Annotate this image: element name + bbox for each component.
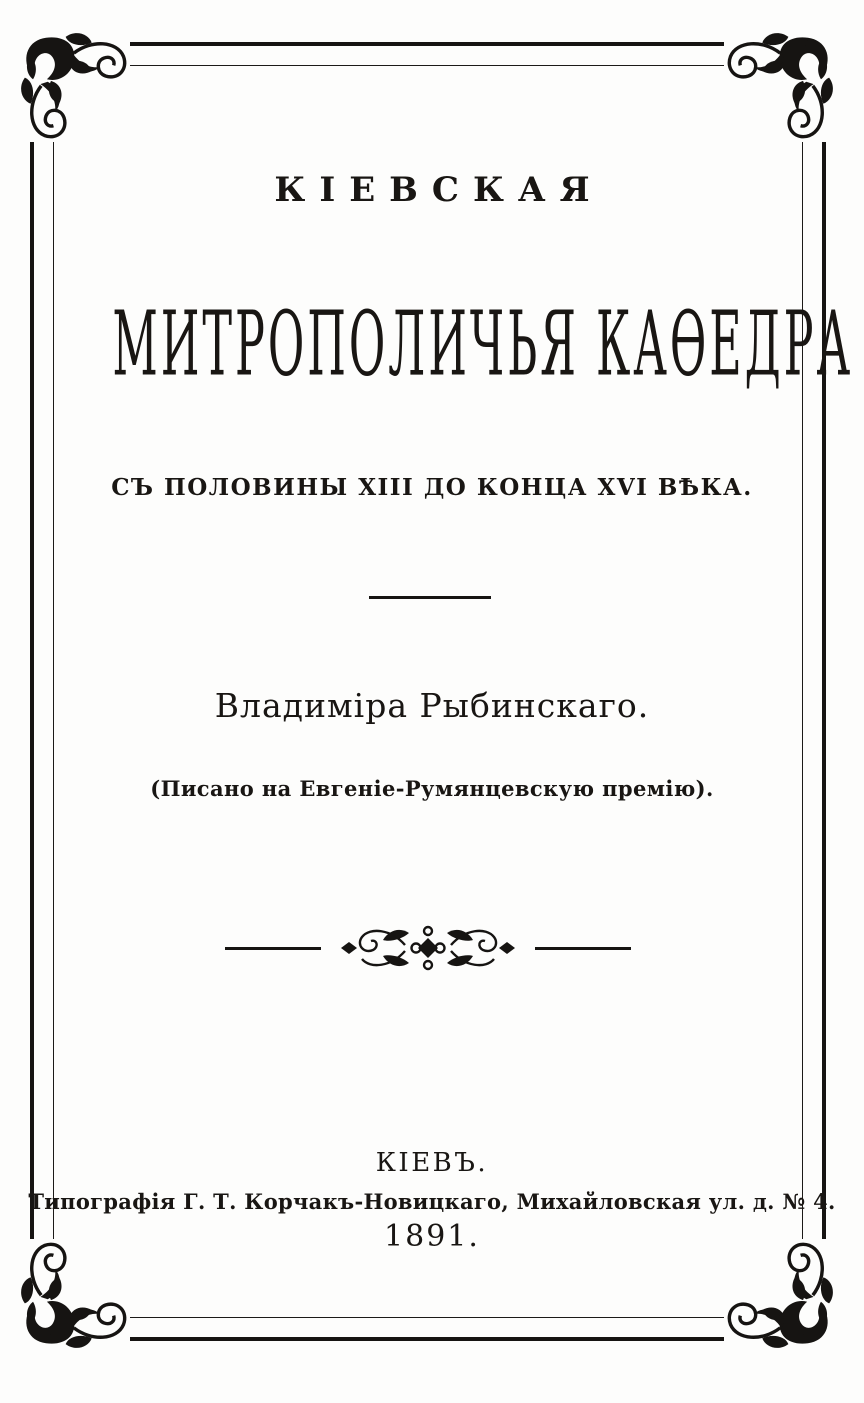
author-name: Владиміра Рыбинскаго. (214, 686, 650, 725)
floral-divider (225, 924, 631, 972)
corner-flourish-bottom-right-icon (724, 1239, 834, 1349)
corner-flourish-top-right-icon (724, 32, 834, 142)
floral-divider-ornament-icon (325, 925, 531, 971)
divider-rule-left (225, 947, 321, 950)
main-title: МИТРОПОЛИЧЬЯ КАѲЕДРА (112, 293, 854, 397)
imprint-city: КІЕВЪ. (375, 1148, 489, 1178)
series-title: КІЕВСКАЯ (274, 170, 604, 210)
imprint-year: 1891. (384, 1219, 480, 1254)
corner-flourish-top-left-icon (20, 32, 130, 142)
short-divider-rule (369, 596, 491, 599)
imprint-printer: Типографія Г. Т. Корчакъ-Новицкаго, Михайловская ул. д. № 4. (28, 1189, 836, 1214)
divider-rule-right (535, 947, 631, 950)
subtitle: СЪ ПОЛОВИНЫ XIII ДО КОНЦА XVI ВѢКА. (111, 474, 753, 501)
corner-flourish-bottom-left-icon (20, 1239, 130, 1349)
prize-note: (Писано на Евгеніе-Румянцевскую премію). (150, 776, 714, 801)
